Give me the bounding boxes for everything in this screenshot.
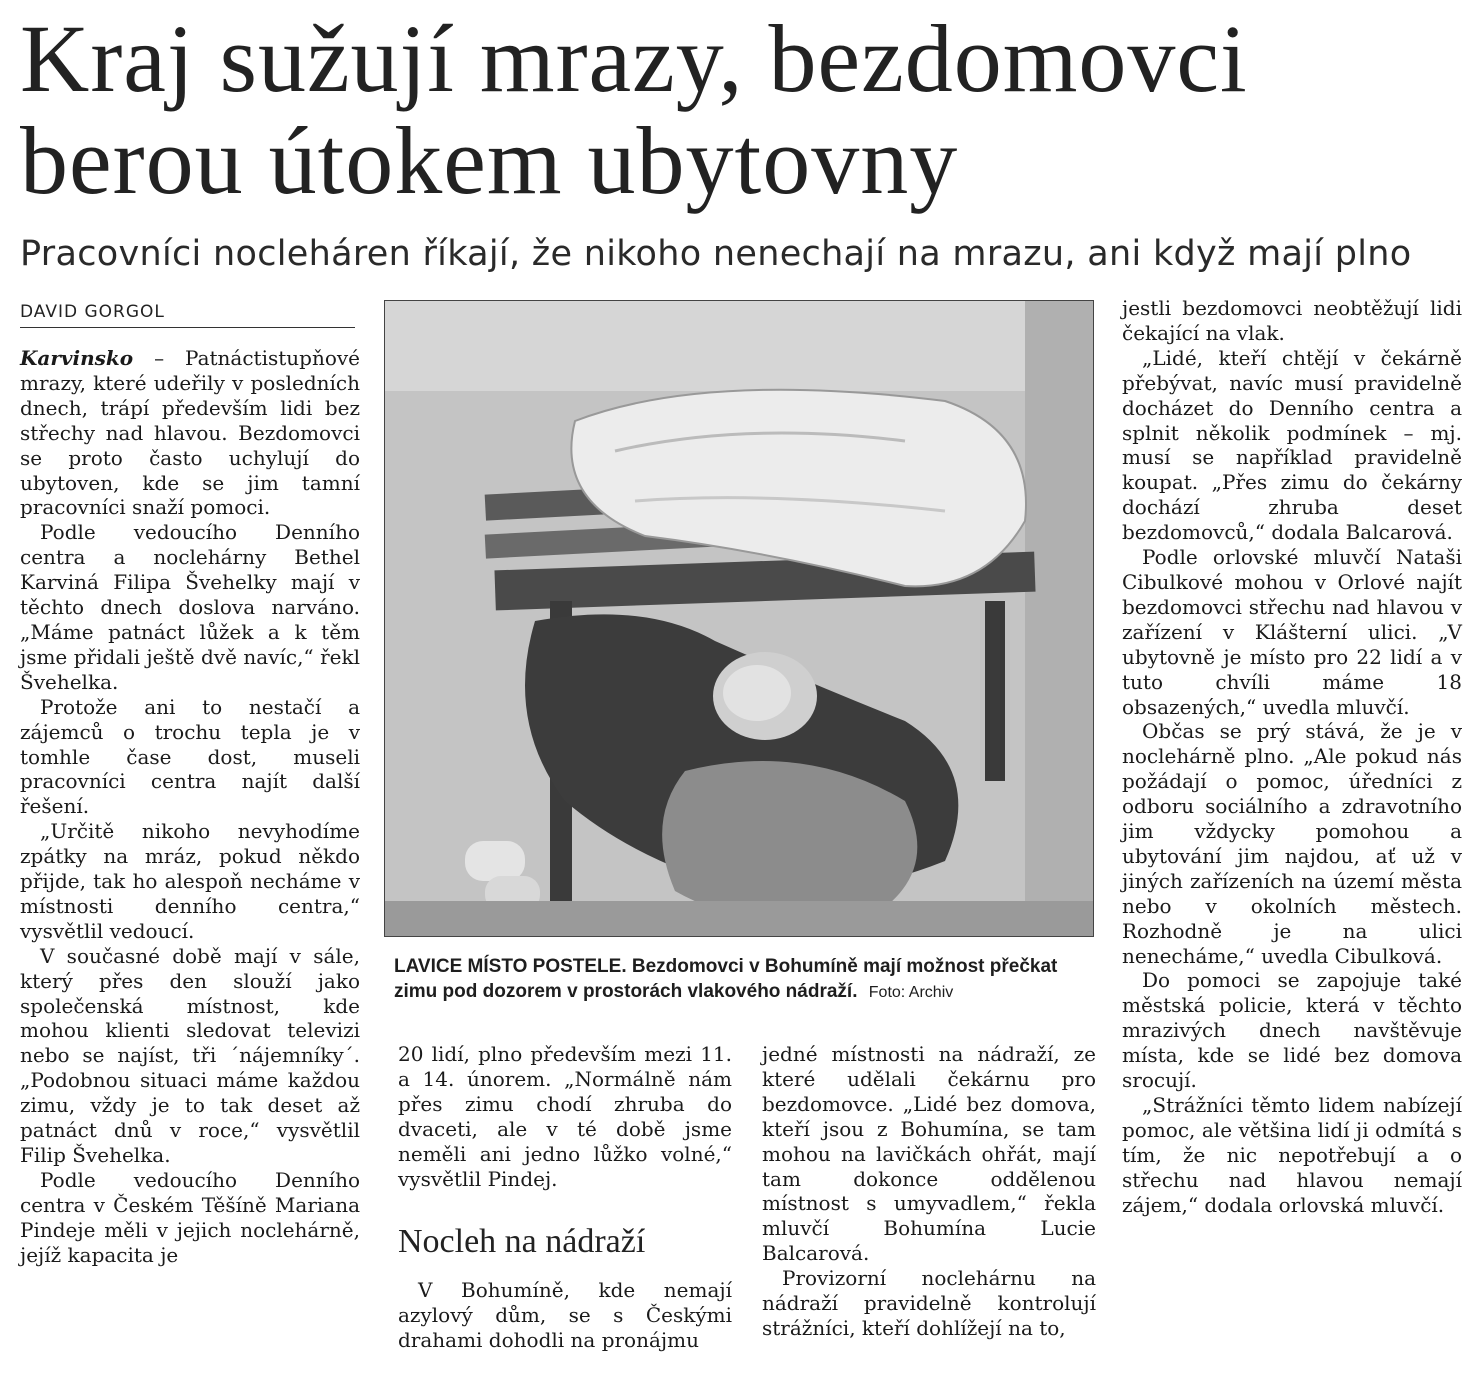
article-paragraph: V Bohumíně, kde nemají azylový dům, se s Českými drahami dohodli na pronájmu <box>398 1278 732 1352</box>
article-paragraph: Podle orlovské mluvčí Nataši Cibulkové mohou v Orlové najít bezdomovci střechu nad hlavou v zařízení v Klášterní ulici. „V ubytovně je místo pro 22 lidí a v tuto chvíli máme 18 obsazených,“ uvedla mluvčí. <box>1122 545 1462 719</box>
article-paragraph: Občas se prý stává, že je v noclehárně plno. „Ale pokud nás požádají o pomoc, úředníci z odboru sociálního a zdravotního jim vždycky pomohou a ubytování jim najdou, ať už v jiných zařízeních na území města nebo v okolních městech. Rozhodně je na ulici nenecháme,“ uvedla Cibulková. <box>1122 719 1462 968</box>
article-paragraph: Podle vedoucího Denního centra v Českém Těšíně Mariana Pindeje měli v jejich noclehárně, jejíž kapacita je <box>20 1167 360 1267</box>
caption-label: LAVICE MÍSTO POSTELE. <box>394 956 627 977</box>
article-paragraph: „Určitě nikoho nevyhodíme zpátky na mráz, pokud někdo přijde, tak ho alespoň necháme v místnosti denního centra,“ vysvětlil vedoucí. <box>20 819 360 943</box>
dateline: Karvinsko <box>20 346 134 370</box>
article-paragraph: „Strážníci těmto lidem nabízejí pomoc, ale většina lidí ji odmítá s tím, že nic nepotřebují a o střechu nad hlavou nemají zájem,“ dodala orlovská mluvčí. <box>1122 1093 1462 1217</box>
article-paragraph <box>20 346 360 520</box>
article-column-4 <box>1122 296 1462 1218</box>
article-paragraph: Protože ani to nestačí a zájemců o trochu tepla je v tomhle čase dost, museli pracovníci centra najít další řešení. <box>20 694 360 819</box>
article-paragraph: Do pomoci se zapojuje také městská policie, která v těchto mrazivých dnech navštěvuje místa, kde se lidé bez domova srocují. <box>1122 968 1462 1093</box>
paragraph-text: – Patnáctistupňové mrazy, které udeřily v posledních dnech, trápí především lidi bez střechy nad hlavou. Bezdomovci se proto často uchylují do ubytoven, kde se jim tamní pracovníci snaží pomoci. <box>20 346 361 520</box>
article-paragraph: jedné místnosti na nádraží, ze které udělali čekárnu pro bezdomovce. „Lidé bez domova, kteří jsou z Bohumína, se tam mohou na lavičkách ohřát, mají tam dokonce oddělenou místnost s umyvadlem,“ řekla mluvčí Bohumína Lucie Balcarová. <box>762 1042 1096 1266</box>
caption-text: Bezdomovci v Bohumíně mají možnost přečkat zimu pod dozorem v prostorách vlakového nádraží. <box>394 956 1058 1002</box>
homeless-on-bench-icon <box>385 301 1093 936</box>
article-paragraph: Provizorní noclehárnu na nádraží pravidelně kontrolují strážníci, kteří dohlížejí na to, <box>762 1266 1096 1340</box>
article-paragraph: „Lidé, kteří chtějí v čekárně přebývat, navíc musí pravidelně docházet do Denního centra a splnit několik podmínek – mj. musí se například pravidelně koupat. „Přes zimu do čekárny dochází zhruba deset bezdomovců,“ dodala Balcarová. <box>1122 345 1462 545</box>
section-subtitle: Nocleh na nádraží <box>398 1223 646 1260</box>
article-column-3 <box>762 1042 1096 1341</box>
article-photo <box>384 300 1094 937</box>
article-paragraph: V současné době mají v sále, který přes den slouží jako společenská místnost, kde mohou klienti sledovat televizi nebo se najíst, tři ´nájemníky´. „Podobnou situaci máme každou zimu, vždy je to tak deset až patnáct dnů v roce,“ vysvětlil Filip Švehelka. <box>20 943 360 1167</box>
subheadline: Pracovníci nocleháren říkají, že nikoho nenechají na mrazu, ani když mají plno <box>20 234 1412 274</box>
article-column-2-continued <box>398 1278 732 1353</box>
article-column-1 <box>20 346 360 1268</box>
article-column-2 <box>398 1042 732 1191</box>
article-paragraph: jestli bezdomovci neobtěžují lidi čekající na vlak. <box>1122 296 1462 345</box>
article-paragraph: 20 lidí, plno především mezi 11. a 14. únorem. „Normálně nám přes zimu chodí zhruba do dvaceti, ale v té době jsme neměli ani jedno lůžko volné,“ vysvětlil Pindej. <box>398 1042 732 1191</box>
photo-credit: Foto: Archiv <box>868 984 954 1001</box>
photo-caption <box>394 954 1084 1005</box>
byline: DAVID GORGOL <box>20 302 355 328</box>
headline: Kraj sužují mrazy, bezdomovci berou útokem ubytovny <box>20 5 1248 214</box>
article-paragraph: Podle vedoucího Denního centra a noclehárny Bethel Karviná Filipa Švehelky mají v těchto dnech doslova narváno. „Máme patnáct lůžek a k těm jsme přidali ještě dvě navíc,“ řekl Švehelka. <box>20 520 360 694</box>
